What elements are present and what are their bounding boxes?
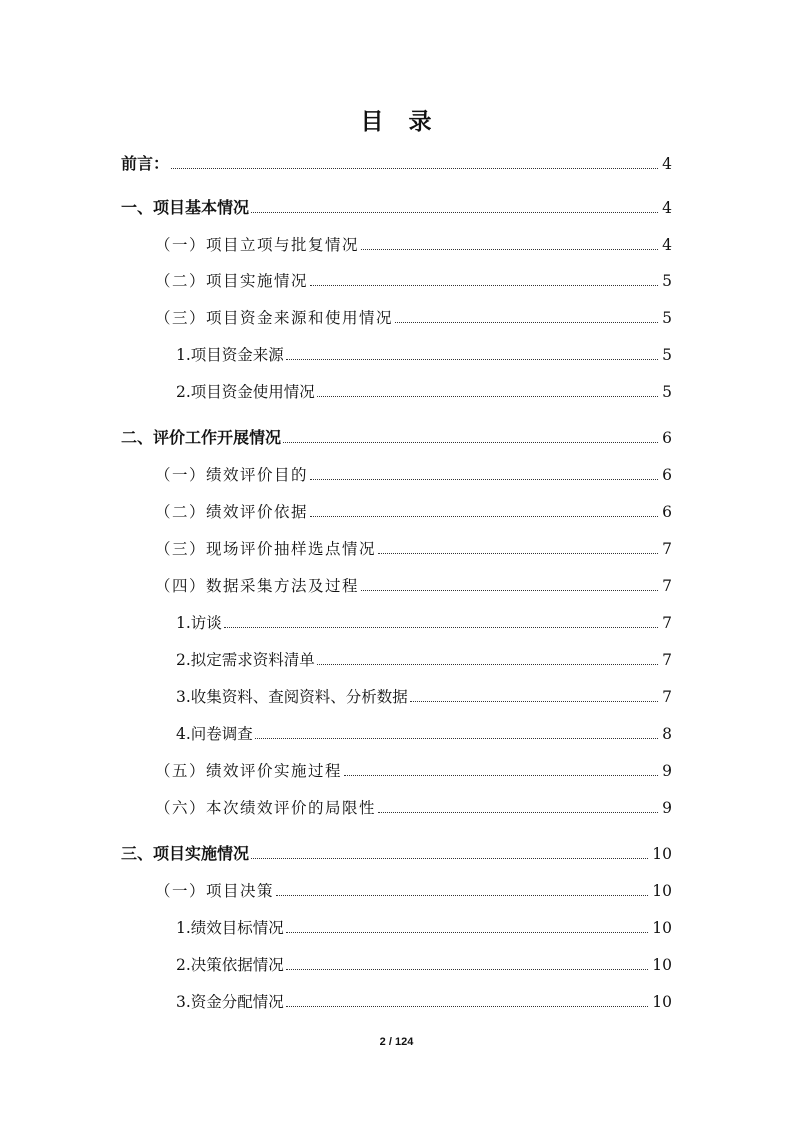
toc-entry-label: 三、项目实施情况 [121, 844, 250, 863]
toc-entry-label: （二）绩效评价依据 [155, 503, 309, 521]
toc-entry-label: （六）本次绩效评价的局限性 [155, 799, 377, 817]
toc-entry-label: 1.项目资金来源 [176, 346, 284, 364]
toc-entry-label: （二）项目实施情况 [155, 272, 309, 290]
toc-entry[interactable] [176, 339, 672, 365]
toc-entry-page: 10 [652, 845, 672, 863]
toc-entry-label: 3.资金分配情况 [176, 993, 284, 1011]
toc-entry-page: 4 [662, 236, 672, 254]
toc-entry[interactable] [155, 875, 672, 901]
toc-entry-label: 2.决策依据情况 [176, 956, 284, 974]
toc-leader [378, 811, 658, 813]
toc-leader [310, 478, 658, 480]
toc-entry[interactable] [155, 570, 672, 596]
toc-title: 目 录 [360, 109, 433, 135]
toc-leader [410, 700, 658, 702]
toc-entry-page: 9 [662, 762, 672, 780]
toc-entry[interactable] [155, 459, 672, 485]
toc-entry-page: 7 [662, 688, 672, 706]
toc-entry-page: 10 [652, 956, 672, 974]
toc-entry-page: 7 [662, 614, 672, 632]
toc-leader [251, 211, 658, 213]
toc-leader [224, 626, 658, 628]
toc-entry-page: 5 [662, 346, 672, 364]
toc-entry[interactable] [176, 681, 672, 707]
toc-entry-label: 3.收集资料、查阅资料、分析数据 [176, 688, 408, 706]
toc-entry[interactable] [121, 422, 672, 448]
toc-entry[interactable] [155, 496, 672, 522]
toc-entry[interactable] [176, 644, 672, 670]
toc-entry-label: （一）绩效评价目的 [155, 466, 309, 484]
toc-entry[interactable] [176, 912, 672, 938]
toc-entry-page: 4 [662, 199, 672, 217]
toc-leader [317, 395, 658, 397]
toc-entry-page: 7 [662, 540, 672, 558]
toc-entry-label: 4.问卷调查 [176, 725, 253, 743]
toc-entry-label: 前言： [121, 154, 170, 173]
toc-entry-page: 5 [662, 383, 672, 401]
toc-entry[interactable] [121, 148, 672, 174]
toc-leader [395, 321, 658, 323]
toc-entry-label: （一）项目决策 [155, 882, 275, 900]
toc-entry[interactable] [176, 376, 672, 402]
toc-entry-label: 2.项目资金使用情况 [176, 383, 315, 401]
toc-entry-page: 10 [652, 882, 672, 900]
toc-leader [286, 968, 648, 970]
toc-leader [361, 589, 658, 591]
toc-entry[interactable] [176, 986, 672, 1012]
toc-leader [286, 1005, 648, 1007]
toc-entry[interactable] [176, 607, 672, 633]
toc-leader [171, 167, 658, 169]
toc-entry[interactable] [155, 229, 672, 255]
toc-entry[interactable] [176, 718, 672, 744]
toc-entry[interactable] [155, 265, 672, 291]
toc-entry-label: （三）项目资金来源和使用情况 [155, 309, 394, 327]
toc-entry-page: 7 [662, 651, 672, 669]
toc-leader [286, 358, 658, 360]
toc-entry-label: （三）现场评价抽样选点情况 [155, 540, 377, 558]
toc-leader [317, 663, 658, 665]
toc-entry-page: 8 [662, 725, 672, 743]
toc-leader [251, 857, 648, 859]
toc-entry-label: 1.绩效目标情况 [176, 919, 284, 937]
toc-leader [310, 284, 658, 286]
toc-entry[interactable] [155, 533, 672, 559]
toc-entry[interactable] [155, 302, 672, 328]
toc-entry-page: 10 [652, 993, 672, 1011]
toc-entry-page: 5 [662, 272, 672, 290]
toc-entry-label: 一、项目基本情况 [121, 198, 250, 217]
toc-leader [283, 441, 658, 443]
toc-entry-page: 9 [662, 799, 672, 817]
toc-entry[interactable] [176, 949, 672, 975]
toc-leader [276, 894, 648, 896]
toc-entry-page: 6 [662, 429, 672, 447]
toc-leader [361, 248, 658, 250]
toc-entry[interactable] [155, 755, 672, 781]
toc-entry-label: 2.拟定需求资料清单 [176, 651, 315, 669]
toc-entry[interactable] [121, 838, 672, 864]
toc-entry-page: 7 [662, 577, 672, 595]
toc-entry-label: （四）数据采集方法及过程 [155, 577, 360, 595]
toc-leader [286, 931, 648, 933]
toc-entry-page: 4 [662, 155, 672, 173]
toc-leader [344, 774, 658, 776]
toc-entry[interactable] [155, 792, 672, 818]
toc-leader [255, 737, 658, 739]
page-number-footer: 2 / 124 [379, 1036, 414, 1048]
toc-entry-page: 6 [662, 466, 672, 484]
toc-entry-label: （一）项目立项与批复情况 [155, 236, 360, 254]
toc-entry-page: 6 [662, 503, 672, 521]
toc-entry-label: 二、评价工作开展情况 [121, 428, 282, 447]
toc-entry[interactable] [121, 192, 672, 218]
toc-entry-label: 1.访谈 [176, 614, 222, 632]
toc-leader [310, 515, 658, 517]
toc-entry-page: 5 [662, 309, 672, 327]
toc-entry-page: 10 [652, 919, 672, 937]
toc-entry-label: （五）绩效评价实施过程 [155, 762, 343, 780]
toc-leader [378, 552, 658, 554]
